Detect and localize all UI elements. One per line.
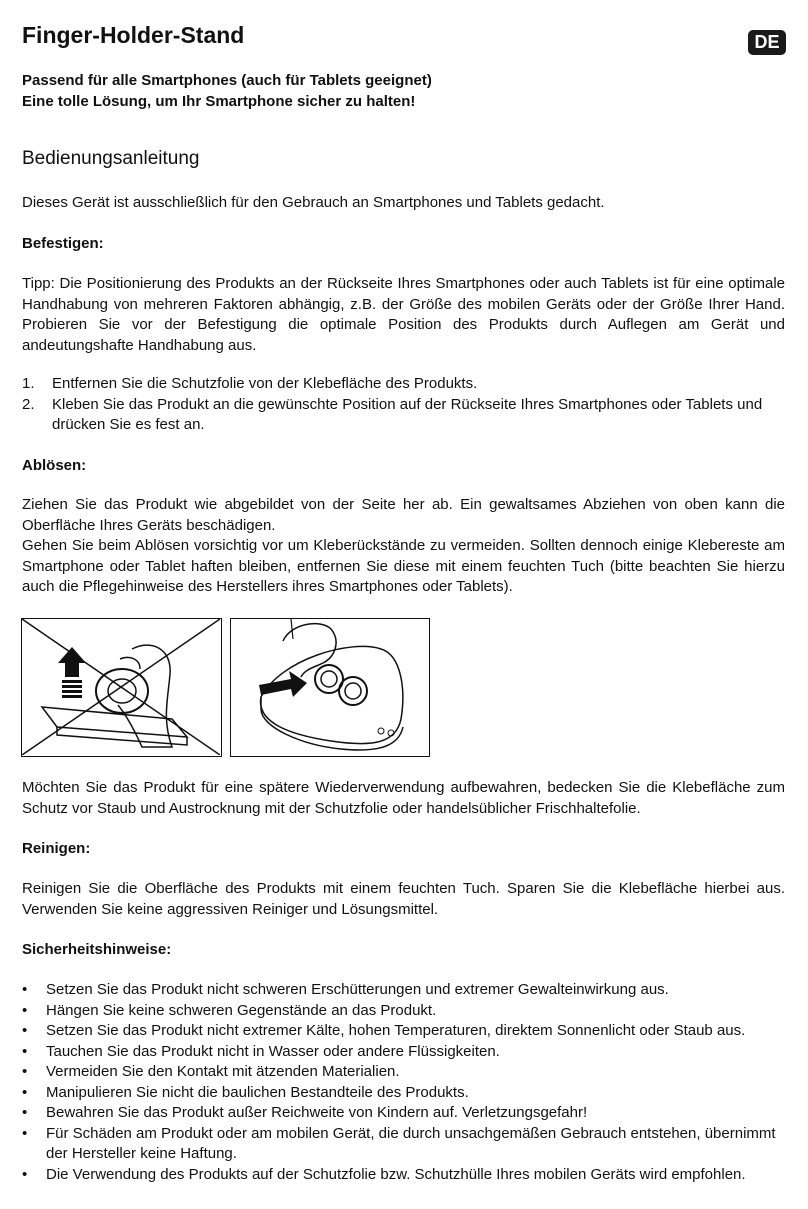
safety-item-text: Tauchen Sie das Produkt nicht in Wasser oder andere Flüssigkeiten. (46, 1042, 500, 1060)
subtitle-2: Eine tolle Lösung, um Ihr Smartphone sicher zu halten! (22, 93, 416, 110)
manual-heading: Bedienungsanleitung (22, 148, 200, 169)
list-item (22, 1103, 785, 1124)
clean-text: Reinigen Sie die Oberfläche des Produkts mit einem feuchten Tuch. Sparen Sie die Klebefläche hierbei aus. Verwenden Sie keine aggressiven Reiniger und Lösungsmittel. (22, 880, 785, 918)
bullet: • (22, 1083, 28, 1101)
list-item (22, 1042, 785, 1063)
safety-item-text: Vermeiden Sie den Kontakt mit ätzenden Materialien. (46, 1063, 400, 1080)
bullet: • (22, 1124, 28, 1142)
safety-heading: Sicherheitshinweise: (22, 941, 172, 958)
step-number: 1. (22, 375, 35, 392)
storage-text: Möchten Sie das Produkt für eine spätere Wiederverwendung aufbewahren, bedecken Sie die Klebefläche zum Schutz vor Staub und Austrocknung mit der Schutzfolie oder handelsüblicher Frischhaltefolie. (22, 779, 785, 817)
list-item (22, 395, 785, 436)
bullet: • (22, 1001, 28, 1019)
bullet: • (22, 1063, 28, 1080)
list-item (22, 1021, 785, 1042)
bullet: • (22, 981, 28, 998)
safety-item-text: Die Verwendung des Produkts auf der Schutzfolie bzw. Schutzhülle Ihres mobilen Geräts wird empfohlen. (46, 1165, 746, 1183)
attach-steps (22, 374, 785, 436)
step-text: Kleben Sie das Produkt an die gewünschte Position auf der Rückseite Ihres Smartphones oder Tablets und drücken Sie es fest an. (52, 395, 763, 433)
crossed-out-pull-up-illustration-icon (22, 619, 220, 755)
attach-tip: Tipp: Die Positionierung des Produkts an der Rückseite Ihres Smartphones oder auch Tablets ist für eine optimale Handhabung von mehreren Faktoren abhängig, z.B. der Größe des mobilen Geräts oder der Größe Ihrer Hand. Probieren Sie vor der Befestigung die optimale Position des Produkts durch Auflegen am Gerät und andeutungshafte Handhabung aus. (22, 275, 785, 354)
list-item (22, 980, 785, 1001)
safety-item-text: Hängen Sie keine schweren Gegenstände an das Produkt. (46, 1001, 437, 1019)
list-item (22, 1124, 785, 1165)
detach-heading: Ablösen: (22, 457, 87, 474)
detach-para-2: Gehen Sie beim Ablösen vorsichtig vor um Kleberückstände zu vermeiden. Sollten dennoch einige Klebereste am Smartphone oder Tablet haften bleiben, entfernen Sie diese mit einem feuchten Tuch (bitte beachten Sie hierzu auch die Pflegehinweise des Herstellers ihres Smartphones oder Tablets). (22, 537, 785, 595)
intro-text: Dieses Gerät ist ausschließlich für den Gebrauch an Smartphones und Tablets gedacht. (22, 194, 605, 211)
subtitle-1: Passend für alle Smartphones (auch für Tablets geeignet) (22, 72, 432, 89)
safety-item-text: Manipulieren Sie nicht die baulichen Bestandteile des Produkts. (46, 1083, 469, 1101)
safety-list (22, 980, 785, 1185)
bullet: • (22, 1104, 28, 1121)
safety-item-text: Bewahren Sie das Produkt außer Reichweite von Kindern auf. Verletzungsgefahr! (46, 1104, 588, 1121)
step-text: Entfernen Sie die Schutzfolie von der Klebefläche des Produkts. (52, 375, 478, 392)
list-item (22, 1083, 785, 1104)
safety-item-text: Setzen Sie das Produkt nicht extremer Kälte, hohen Temperaturen, direktem Sonnenlicht oder Staub aus. (46, 1022, 746, 1039)
attach-heading: Befestigen: (22, 235, 104, 252)
clean-heading: Reinigen: (22, 840, 91, 857)
list-item (22, 1001, 785, 1022)
list-item (22, 374, 785, 395)
detach-para-1: Ziehen Sie das Produkt wie abgebildet von der Seite her ab. Ein gewaltsames Abziehen von oben kann die Oberfläche Ihres Geräts beschädigen. (22, 496, 785, 534)
side-peel-illustration-icon (231, 619, 428, 755)
safety-item-text: Setzen Sie das Produkt nicht schweren Erschütterungen und extremer Gewalteinwirkung aus. (46, 981, 669, 998)
list-item (22, 1062, 785, 1083)
figure-wrong-removal (21, 618, 222, 757)
language-badge: DE (748, 30, 786, 55)
safety-item-text: Für Schäden am Produkt oder am mobilen Gerät, die durch unsachgemäßen Gebrauch entstehen, übernimmt der Hersteller keine Haftung. (46, 1124, 776, 1162)
page-title: Finger-Holder-Stand (22, 22, 245, 48)
bullet: • (22, 1165, 28, 1183)
list-item (22, 1165, 785, 1186)
bullet: • (22, 1042, 28, 1060)
step-number: 2. (22, 395, 35, 413)
figure-correct-removal (230, 618, 430, 757)
bullet: • (22, 1022, 28, 1039)
